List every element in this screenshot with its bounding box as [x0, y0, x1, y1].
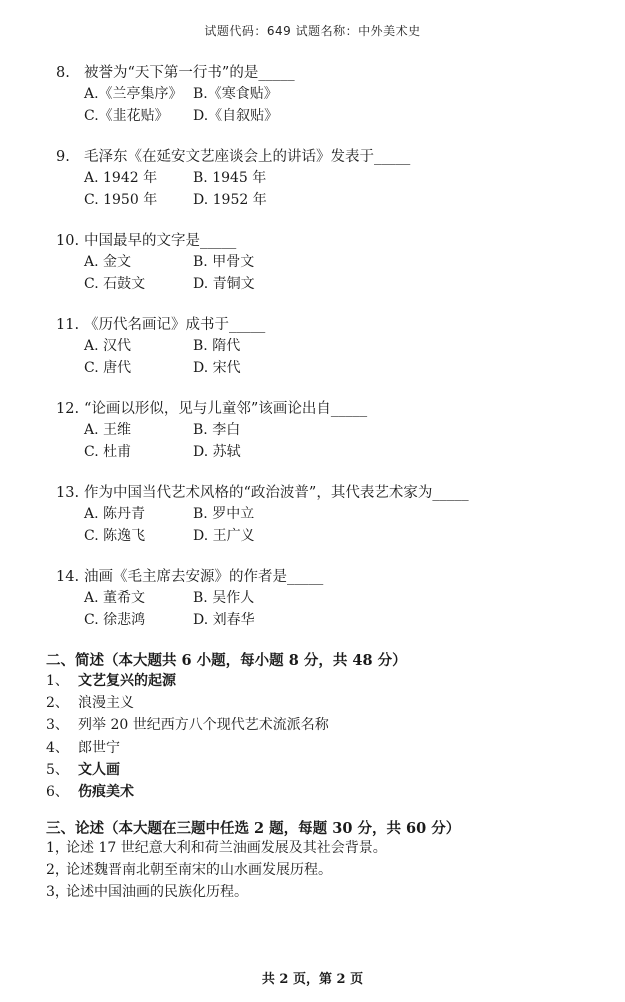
item-number: 6、	[46, 784, 69, 801]
item-text: 论述 17 世纪意大利和荷兰油画发展及其社会背景。	[66, 840, 387, 856]
option-d: D.《自叙贴》	[193, 108, 279, 124]
section-3-title: 三、论述（本大题在三题中任选 2 题，每题 30 分，共 60 分）	[46, 820, 461, 837]
option-b: B. 隋代	[193, 338, 241, 354]
option-c: C. 杜甫	[84, 444, 132, 460]
option-b: B. 1945 年	[193, 170, 267, 186]
question-number: 13.	[56, 485, 80, 501]
option-b: B. 李白	[193, 422, 241, 438]
section-2-list	[46, 670, 329, 803]
question-13	[56, 483, 625, 547]
list-item	[46, 670, 329, 692]
list-item	[46, 781, 329, 803]
item-text: 郎世宁	[78, 739, 120, 756]
question-9	[56, 147, 625, 211]
question-number: 9.	[56, 149, 70, 165]
list-item	[46, 759, 329, 781]
option-a: A. 王维	[84, 422, 132, 438]
option-c: C. 石鼓文	[84, 276, 146, 292]
option-d: D. 1952 年	[193, 192, 267, 208]
option-b: B. 甲骨文	[193, 254, 255, 270]
list-item	[46, 692, 329, 714]
option-c: C. 陈逸飞	[84, 528, 146, 544]
list-item	[46, 859, 387, 881]
question-number: 14.	[56, 569, 80, 585]
option-d: D. 苏轼	[193, 444, 241, 460]
question-10	[56, 231, 625, 295]
option-b: B.《寒食贴》	[193, 86, 278, 102]
question-number: 10.	[56, 233, 80, 249]
question-stem: 被誉为“天下第一行书”的是_____	[84, 65, 295, 81]
question-stem: 毛泽东《在延安文艺座谈会上的讲话》发表于_____	[84, 149, 411, 165]
list-item	[46, 737, 329, 759]
question-8	[56, 63, 625, 127]
option-d: D. 宋代	[193, 360, 241, 376]
item-number: 5、	[46, 761, 69, 778]
option-b: B. 吴作人	[193, 590, 255, 606]
section-2-title: 二、简述（本大题共 6 小题，每小题 8 分，共 48 分）	[46, 652, 407, 669]
option-d: D. 刘春华	[193, 612, 255, 628]
item-number: 1，	[46, 840, 69, 856]
option-c: C. 唐代	[84, 360, 132, 376]
question-number: 11.	[56, 317, 80, 333]
item-text: 伤痕美术	[78, 784, 134, 801]
item-number: 4、	[46, 739, 69, 756]
page-footer: 共 2 页，第 2 页	[261, 972, 364, 987]
question-stem: 作为中国当代艺术风格的“政治波普”，其代表艺术家为_____	[84, 485, 469, 501]
item-number: 2，	[46, 862, 69, 879]
option-d: D. 王广义	[193, 528, 255, 544]
question-stem: 中国最早的文字是_____	[84, 233, 237, 249]
option-a: A. 陈丹青	[84, 506, 146, 522]
option-a: A. 董希文	[84, 590, 146, 606]
option-d: D. 青铜文	[193, 276, 255, 292]
question-12	[56, 399, 625, 463]
option-c: C. 徐悲鸿	[84, 612, 146, 628]
question-stem: “论画以形似，见与儿童邻”该画论出自_____	[84, 401, 368, 417]
section-3-list	[46, 837, 387, 904]
question-11	[56, 315, 625, 379]
option-a: A. 1942 年	[84, 170, 158, 186]
list-item	[46, 837, 387, 859]
option-c: C. 1950 年	[84, 192, 158, 208]
item-number: 1、	[46, 673, 69, 689]
question-number: 8.	[56, 65, 70, 81]
question-stem: 《历代名画记》成书于_____	[84, 317, 266, 333]
option-a: A. 汉代	[84, 338, 132, 354]
item-text: 文艺复兴的起源	[78, 673, 176, 689]
question-stem: 油画《毛主席去安源》的作者是_____	[84, 569, 324, 585]
list-item	[46, 714, 329, 736]
option-b: B. 罗中立	[193, 506, 255, 522]
list-item	[46, 881, 387, 903]
option-a: A.《兰亭集序》	[84, 86, 183, 102]
item-text: 列举 20 世纪西方八个现代艺术流派名称	[78, 717, 329, 734]
item-text: 浪漫主义	[78, 695, 134, 712]
item-text: 论述魏晋南北朝至南宋的山水画发展历程。	[66, 862, 332, 879]
question-number: 12.	[56, 401, 80, 417]
item-text: 文人画	[78, 761, 120, 778]
question-14	[56, 567, 625, 631]
option-c: C.《韭花贴》	[84, 108, 169, 124]
item-text: 论述中国油画的民族化历程。	[66, 884, 248, 901]
item-number: 3，	[46, 884, 69, 901]
exam-header: 试题代码：649 试题名称：中外美术史	[204, 24, 421, 38]
item-number: 2、	[46, 695, 69, 712]
item-number: 3、	[46, 717, 69, 734]
option-a: A. 金文	[84, 254, 132, 270]
